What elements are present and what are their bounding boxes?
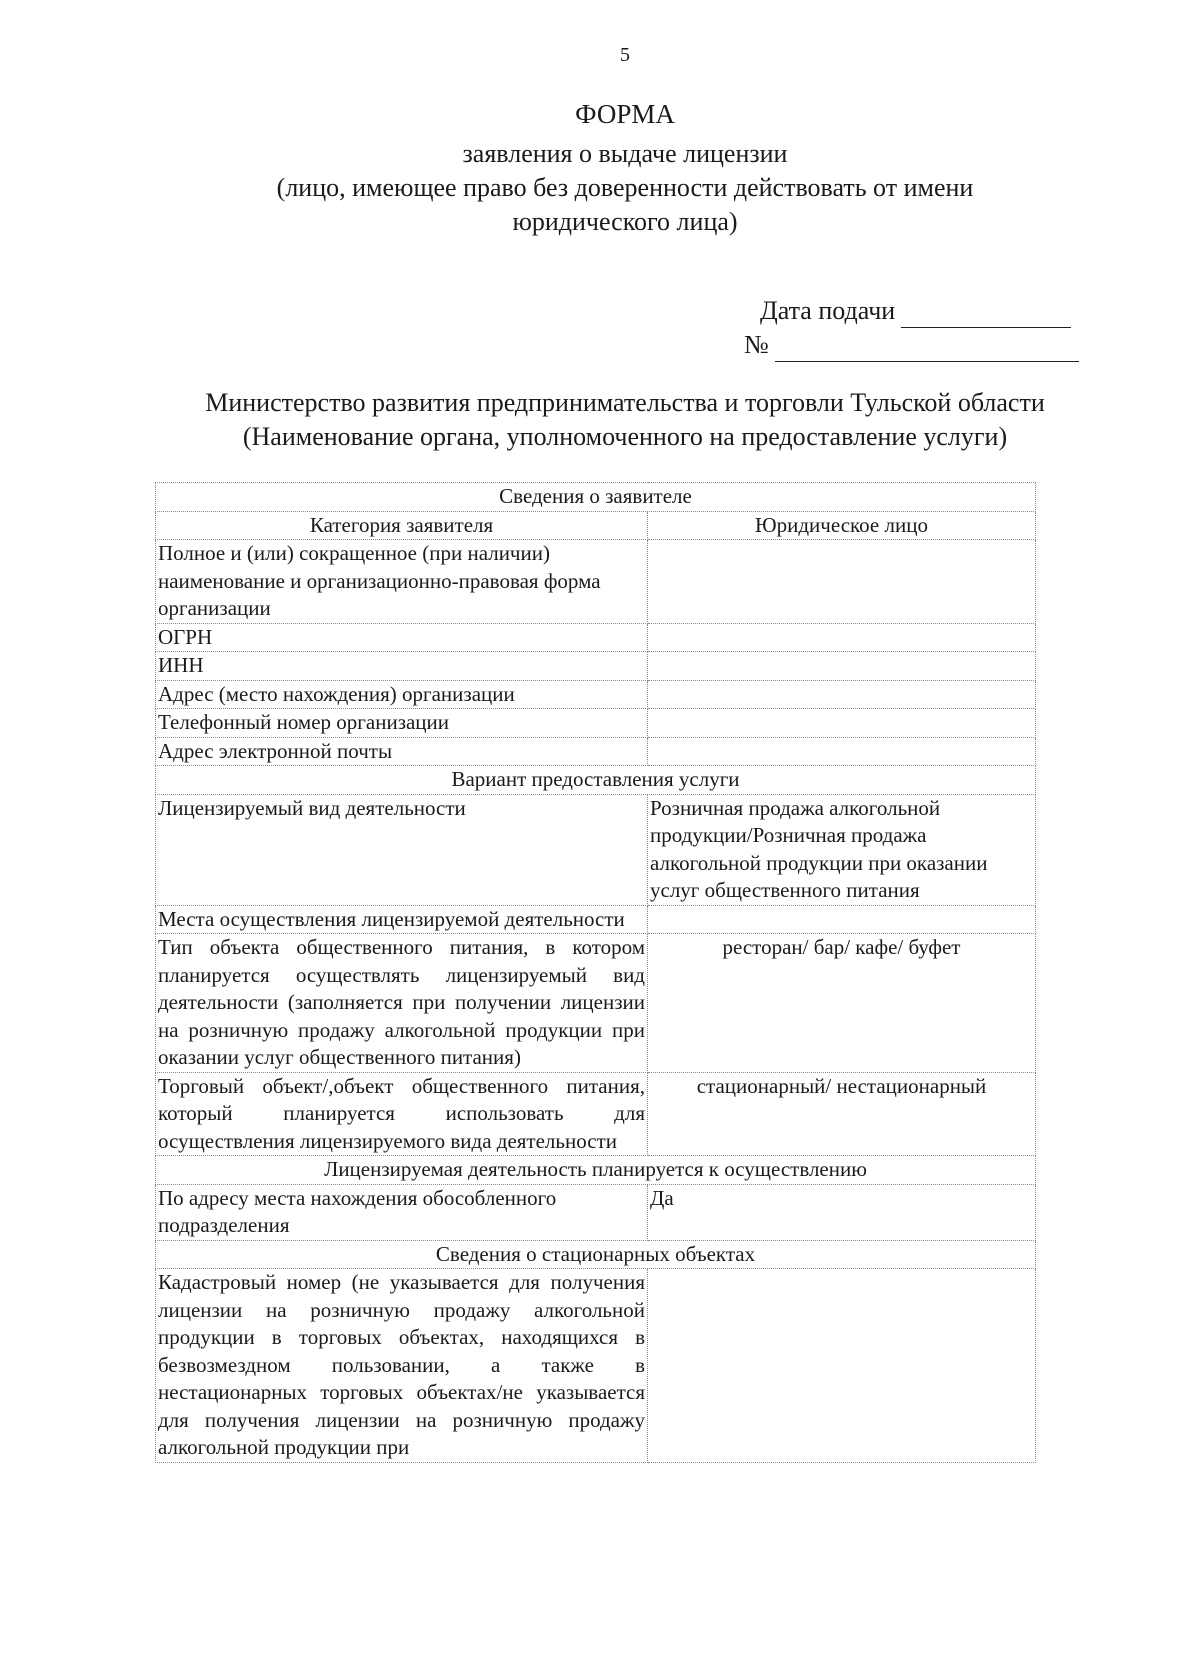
table-row — [156, 623, 1036, 652]
field-value[interactable] — [648, 737, 1036, 766]
table-row — [156, 1184, 1036, 1240]
page-number: 5 — [620, 44, 630, 66]
section-header-stationary: Сведения о стационарных объектах — [156, 1240, 1036, 1269]
activity-places-value[interactable] — [648, 905, 1036, 934]
submission-block — [744, 294, 1090, 362]
table-row — [156, 1072, 1036, 1156]
separate-division-label: По адресу места нахождения обособленного подразделения — [156, 1184, 648, 1240]
cadastral-value[interactable] — [648, 1269, 1036, 1463]
field-value[interactable] — [648, 709, 1036, 738]
field-value[interactable] — [648, 680, 1036, 709]
form-title: ФОРМА — [575, 99, 675, 129]
submission-number-row — [744, 328, 1090, 362]
trade-object-label: Торговый объект/,объект общественного питания, который планируется использовать для осуществления лицензируемого вида деятельности — [156, 1072, 648, 1156]
authority-block — [0, 386, 1200, 454]
section-header-planned: Лицензируемая деятельность планируется к осуществлению — [156, 1156, 1036, 1185]
field-label: Адрес (место нахождения) организации — [156, 680, 648, 709]
table-row — [156, 1240, 1036, 1269]
category-label: Категория заявителя — [156, 511, 648, 540]
submission-number-field[interactable] — [775, 335, 1079, 362]
submission-date-row — [760, 294, 1090, 328]
field-value[interactable] — [648, 540, 1036, 624]
table-row — [156, 709, 1036, 738]
table-row — [156, 905, 1036, 934]
submission-date-field[interactable] — [901, 301, 1071, 328]
trade-object-value: стационарный/ нестационарный — [648, 1072, 1036, 1156]
table-row — [156, 680, 1036, 709]
submission-date-label: Дата подачи — [760, 296, 896, 325]
catering-type-value: ресторан/ бар/ кафе/ буфет — [648, 934, 1036, 1073]
table-row — [156, 766, 1036, 795]
subtitle-line: юридического лица) — [512, 207, 738, 236]
separate-division-value: Да — [648, 1184, 1036, 1240]
table-row — [156, 483, 1036, 512]
subtitle-line: заявления о выдаче лицензии — [462, 139, 788, 168]
table-row — [156, 652, 1036, 681]
authority-name: Министерство развития предпринимательства и торговли Тульской области — [205, 388, 1045, 417]
field-label: ИНН — [156, 652, 648, 681]
field-label: Полное и (или) сокращенное (при наличии) наименование и организационно-правовая форма организации — [156, 540, 648, 624]
table-row — [156, 1156, 1036, 1185]
category-value: Юридическое лицо — [648, 511, 1036, 540]
field-value[interactable] — [648, 623, 1036, 652]
activity-type-label: Лицензируемый вид деятельности — [156, 794, 648, 905]
authority-caption: (Наименование органа, уполномоченного на предоставление услуги) — [242, 422, 1008, 451]
field-label: ОГРН — [156, 623, 648, 652]
activity-type-value: Розничная продажа алкогольной продукции/Розничная продажа алкогольной продукции при оказании услуг общественного питания — [648, 794, 1036, 905]
form-subtitle — [0, 137, 1200, 239]
table-row — [156, 794, 1036, 905]
table-row — [156, 737, 1036, 766]
subtitle-line: (лицо, имеющее право без доверенности действовать от имени — [276, 173, 974, 202]
table-row — [156, 1269, 1036, 1463]
field-label: Адрес электронной почты — [156, 737, 648, 766]
field-label: Телефонный номер организации — [156, 709, 648, 738]
table-row — [156, 934, 1036, 1073]
activity-places-label: Места осуществления лицензируемой деятельности — [156, 905, 648, 934]
table-row — [156, 511, 1036, 540]
submission-number-label: № — [744, 330, 769, 359]
table-row — [156, 540, 1036, 624]
cadastral-label: Кадастровый номер (не указывается для получения лицензии на розничную продажу алкогольной продукции в торговых объектах, находящихся в безвозмездном пользовании, а также в нестационарных торговых объектах/не указывается для получения лицензии на розничную продажу алкогольной продукции при — [156, 1269, 648, 1463]
catering-type-label: Тип объекта общественного питания, в котором планируется осуществлять лицензируемый вид деятельности (заполняется при получении лицензии на розничную продажу алкогольной продукции при оказании услуг общественного питания) — [156, 934, 648, 1073]
section-header-applicant: Сведения о заявителе — [156, 483, 1036, 512]
applicant-table — [155, 482, 1036, 1463]
section-header-service: Вариант предоставления услуги — [156, 766, 1036, 795]
field-value[interactable] — [648, 652, 1036, 681]
